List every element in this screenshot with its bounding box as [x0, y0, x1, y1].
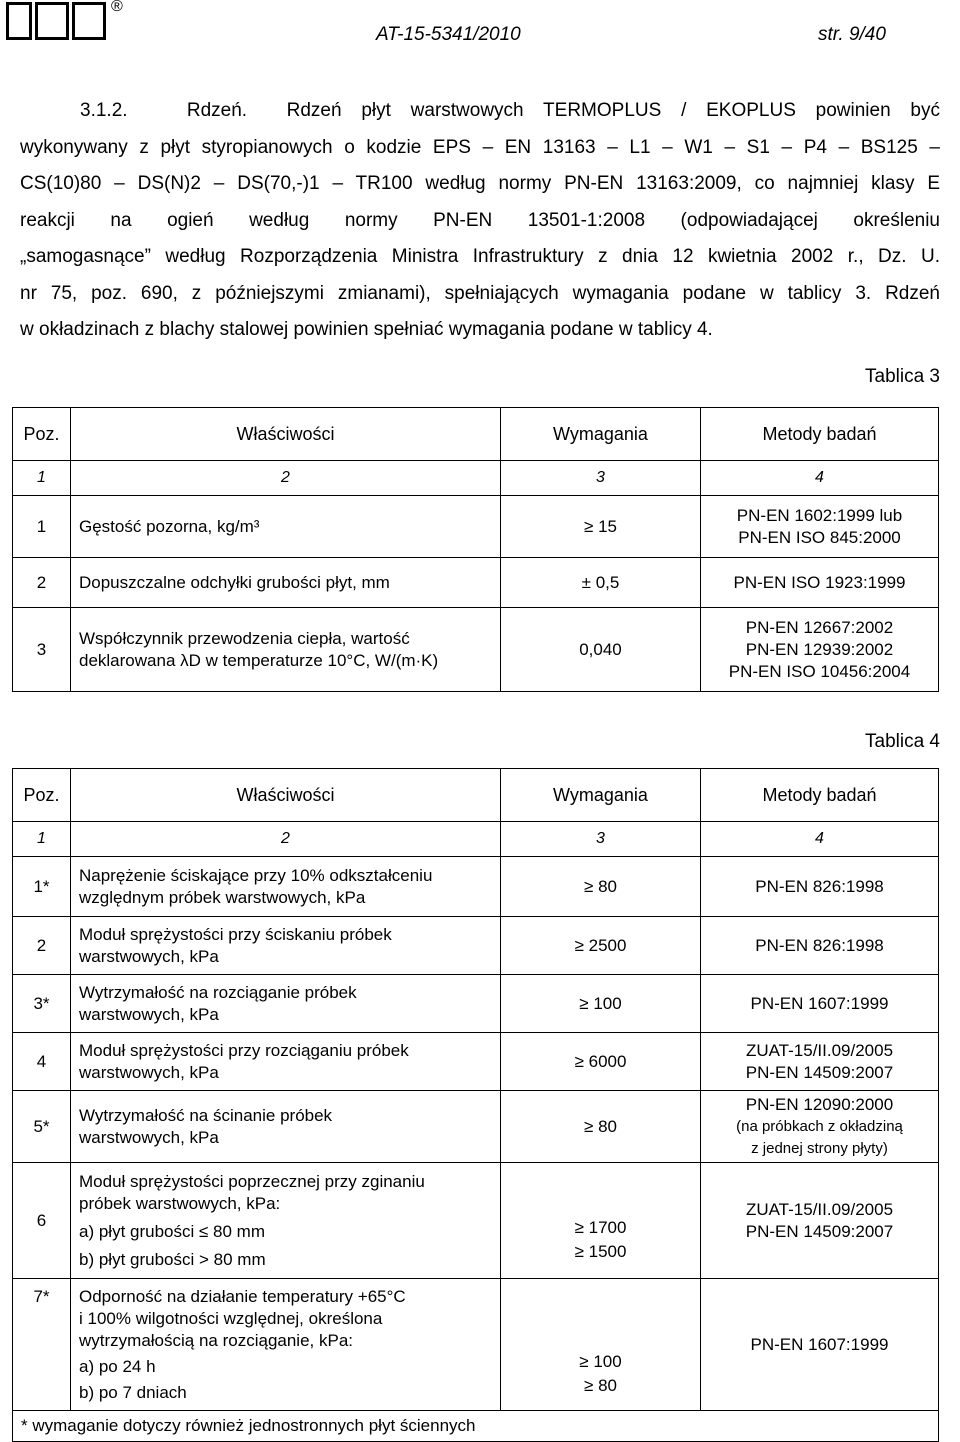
- section-title: Rdzeń.: [186, 100, 248, 121]
- itb-logo: [6, 2, 123, 40]
- table3: [12, 407, 939, 692]
- table-header-row: Poz. Właściwości Wymagania Metody badań: [13, 769, 939, 822]
- table-row: 1 Gęstość pozorna, kg/m³ ≥ 15 PN-EN 1602:1999 lub PN-EN ISO 845:2000: [13, 496, 939, 558]
- table-row: 2 Moduł sprężystości przy ściskaniu próbek warstwowych, kPa ≥ 2500 PN-EN 826:1998: [13, 917, 939, 975]
- footnote: * wymaganie dotyczy również jednostronnych płyt ściennych: [13, 1411, 939, 1442]
- table-row: 7* Odporność na działanie temperatury +65°C i 100% wilgotności względnej, określona wytrzymałością na rozciąganie, kPa: a) po 24 h b) po 7 dniach ≥ 100 ≥ 80 PN-EN 1607:1999: [13, 1279, 939, 1411]
- table4: [12, 768, 939, 1442]
- registered-mark: ®: [111, 0, 123, 15]
- column-number-row: 1 2 3 4: [13, 461, 939, 496]
- section-number: 3.1.2.: [80, 100, 128, 121]
- table-row: 5* Wytrzymałość na ścinanie próbek warstwowych, kPa ≥ 80 PN-EN 12090:2000 (na próbkach z okładziną z jednej strony płyty): [13, 1091, 939, 1163]
- page-number: str. 9/40: [818, 24, 886, 45]
- table-row: 3 Współczynnik przewodzenia ciepła, wartość deklarowana λD w temperaturze 10°C, W/(m·K) 0,040 PN-EN 12667:2002 PN-EN 12939:2002 PN-EN ISO 10456:2004: [13, 608, 939, 692]
- table4-caption: Tablica 4: [865, 731, 940, 752]
- table-row: 6 Moduł sprężystości poprzecznej przy zginaniu próbek warstwowych, kPa: a) płyt grubości ≤ 80 mm b) płyt grubości > 80 mm ≥ 1700 ≥ 1500 ZUAT-15/II.09/2005 PN-EN 14509:2007: [13, 1163, 939, 1279]
- table3-caption: Tablica 3: [865, 366, 940, 387]
- column-number-row: 1 2 3 4: [13, 822, 939, 857]
- table-header-row: Poz. Właściwości Wymagania Metody badań: [13, 408, 939, 461]
- section-text: 3.1.2. Rdzeń. Rdzeń płyt warstwowych TERMOPLUS / EKOPLUS powinien być wykonywany z płyt styropianowych o kodzie EPS – EN 13163 – L1 – W1 – S1 – P4 – BS125 – CS(10)80 – DS(N)2 – DS(70,-)1 – TR100 według normy PN-EN 13163:2009, co najmniej klasy E reakcji na ogień według normy PN-EN 13501-1:2008 (odpowiadającej określeniu „samogasnące” według Rozporządzenia Ministra Infrastruktury z dnia 12 kwietnia 2002 r., Dz. U. nr 75, poz. 690, z późniejszymi zmianami), spełniających wymagania podane w tablicy 3. Rdzeń w okładzinach z blachy stalowej powinien spełniać wymagania podane w tablicy 4.: [20, 100, 940, 340]
- table-row: 1* Naprężenie ściskające przy 10% odkształceniu względnym próbek warstwowych, kPa ≥ 80 PN-EN 826:1998: [13, 857, 939, 917]
- table-row: 2 Dopuszczalne odchyłki grubości płyt, mm ± 0,5 PN-EN ISO 1923:1999: [13, 558, 939, 608]
- document-reference: AT-15-5341/2010: [376, 24, 521, 45]
- page-header: [0, 0, 960, 60]
- table-row: 3* Wytrzymałość na rozciąganie próbek warstwowych, kPa ≥ 100 PN-EN 1607:1999: [13, 975, 939, 1033]
- table-row: 4 Moduł sprężystości przy rozciąganiu próbek warstwowych, kPa ≥ 6000 ZUAT-15/II.09/2005 PN-EN 14509:2007: [13, 1033, 939, 1091]
- footnote-row: [13, 1411, 939, 1442]
